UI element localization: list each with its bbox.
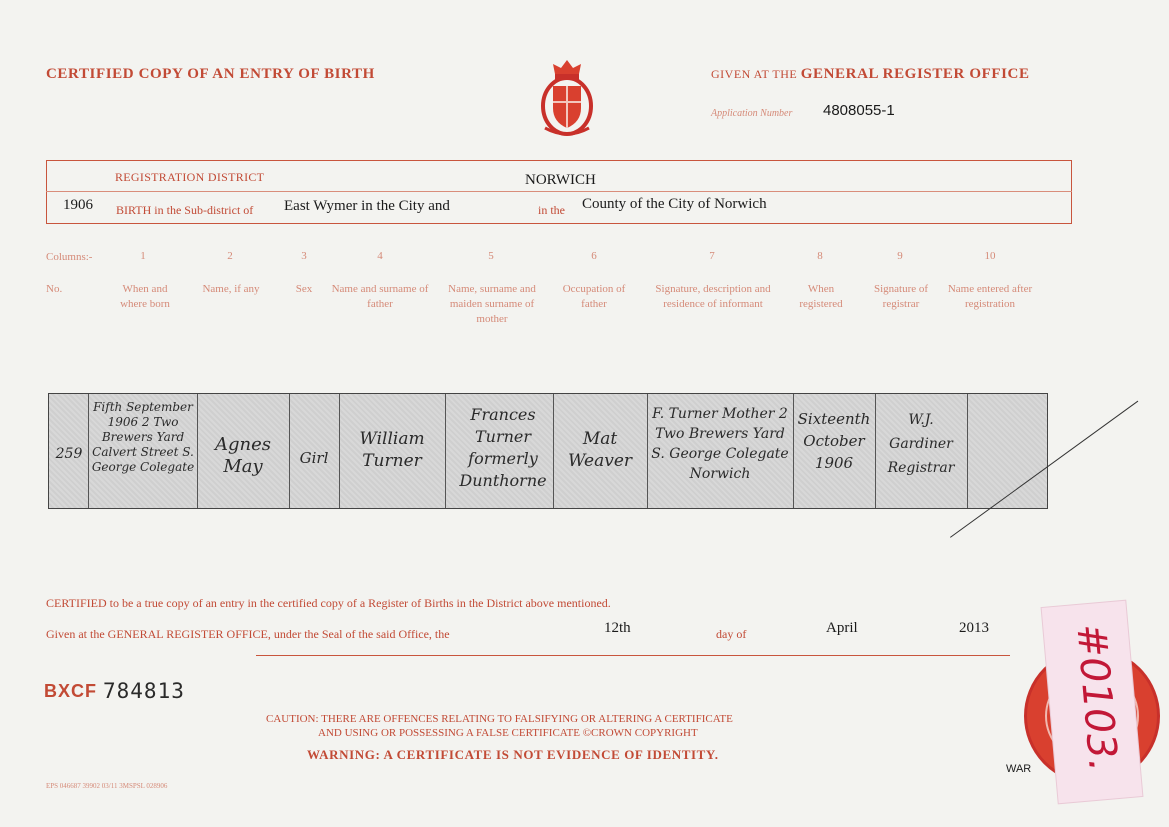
column-heading-name: Name, if any: [202, 283, 260, 295]
entry-divider: [793, 394, 794, 508]
no-label: No.: [46, 283, 63, 295]
war-code: WAR: [1006, 763, 1032, 775]
entry-father: William Turner: [359, 429, 425, 471]
entry-divider: [339, 394, 340, 508]
entry-divider: [553, 394, 554, 508]
registration-divider: [46, 191, 1072, 192]
entry-occupation: Mat Weaver: [567, 429, 633, 471]
column-heading-registrar: Signature of registrar: [873, 283, 929, 310]
registration-district-label: REGISTRATION DISTRICT: [115, 170, 265, 184]
registration-district-value: NORWICH: [525, 172, 596, 188]
entry-when-where-born: Fifth September 1906 2 Two Brewers Yard Calvert Street S. George Colegate: [91, 400, 195, 474]
given-at-office-name: GENERAL REGISTER OFFICE: [800, 66, 1030, 82]
certificate-title: CERTIFIED COPY OF AN ENTRY OF BIRTH: [46, 66, 375, 82]
certified-statement: CERTIFIED to be a true copy of an entry in the certified copy of a Register of Births in the District above mentioned.: [46, 596, 611, 610]
register-entry-row: [48, 393, 1048, 509]
column-number-4: 4: [377, 250, 383, 262]
royal-crest-icon: [537, 56, 597, 146]
column-number-1: 1: [140, 250, 146, 262]
print-code: EPS 046687 39902 03/11 3MSPSL 028906: [46, 782, 168, 790]
entry-divider: [647, 394, 648, 508]
column-heading-when-registered: When registered: [799, 283, 843, 310]
column-heading-mother: Name, surname and maiden surname of mother: [448, 283, 536, 325]
sub-district-value: East Wymer in the City and: [284, 198, 450, 214]
given-at-office: [711, 66, 1030, 83]
column-number-7: 7: [709, 250, 715, 262]
serial-number: 784813: [103, 679, 185, 703]
reference-sticker: [1042, 601, 1143, 804]
columns-label: Columns:-: [46, 251, 93, 263]
entry-divider: [289, 394, 290, 508]
given-at-statement: Given at the GENERAL REGISTER OFFICE, under the Seal of the said Office, the: [46, 627, 450, 641]
warning-text: WARNING: A CERTIFICATE IS NOT EVIDENCE OF IDENTITY.: [307, 747, 719, 762]
column-heading-informant: Signature, description and residence of informant: [655, 283, 771, 310]
application-number-label: Application Number: [711, 108, 793, 119]
column-number-10: 10: [984, 250, 996, 262]
sticker-reference-number: #0103.: [1067, 621, 1126, 774]
column-heading-occupation: Occupation of father: [562, 283, 626, 310]
sub-district-label: BIRTH in the Sub-district of: [116, 203, 254, 217]
given-at-prefix: GIVEN AT THE: [711, 67, 798, 81]
column-heading-sex: Sex: [295, 283, 313, 295]
entry-divider: [967, 394, 968, 508]
entry-number: 259: [55, 446, 83, 462]
entry-divider: [445, 394, 446, 508]
signature-rule: [256, 655, 1010, 656]
entry-when-registered: Sixteenth October 1906: [797, 410, 871, 472]
certification-day: 12th: [604, 620, 631, 636]
registration-year: 1906: [63, 197, 93, 213]
certification-month: April: [826, 620, 858, 636]
entry-sex: Girl: [299, 449, 329, 467]
in-the-label: in the: [538, 203, 565, 217]
caution-line-2: AND USING OR POSSESSING A FALSE CERTIFICATE ©CROWN COPYRIGHT: [318, 727, 698, 739]
column-heading-when-where-born: When and where born: [120, 283, 170, 310]
column-number-9: 9: [897, 250, 903, 262]
entry-divider: [197, 394, 198, 508]
column-number-8: 8: [817, 250, 823, 262]
column-number-5: 5: [488, 250, 494, 262]
serial-prefix: BXCF: [44, 681, 97, 701]
entry-registrar: W.J. Gardiner Registrar: [887, 412, 955, 476]
column-number-3: 3: [301, 250, 307, 262]
column-heading-father: Name and surname of father: [331, 283, 429, 310]
entry-mother: Frances Turner formerly Dunthorne: [459, 405, 547, 490]
entry-divider: [88, 394, 89, 508]
application-number: 4808055-1: [823, 102, 895, 119]
certification-year: 2013: [959, 620, 989, 636]
entry-informant: F. Turner Mother 2 Two Brewers Yard S. George Colegate Norwich: [651, 406, 789, 482]
caution-line-1: CAUTION: THERE ARE OFFENCES RELATING TO FALSIFYING OR ALTERING A CERTIFICATE: [266, 713, 733, 725]
entry-divider: [875, 394, 876, 508]
column-heading-name-after: Name entered after registration: [947, 283, 1033, 310]
county-value: County of the City of Norwich: [582, 196, 767, 212]
day-of-label: day of: [716, 627, 747, 641]
entry-name: Agnes May: [214, 434, 271, 477]
column-number-6: 6: [591, 250, 597, 262]
column-number-2: 2: [227, 250, 233, 262]
